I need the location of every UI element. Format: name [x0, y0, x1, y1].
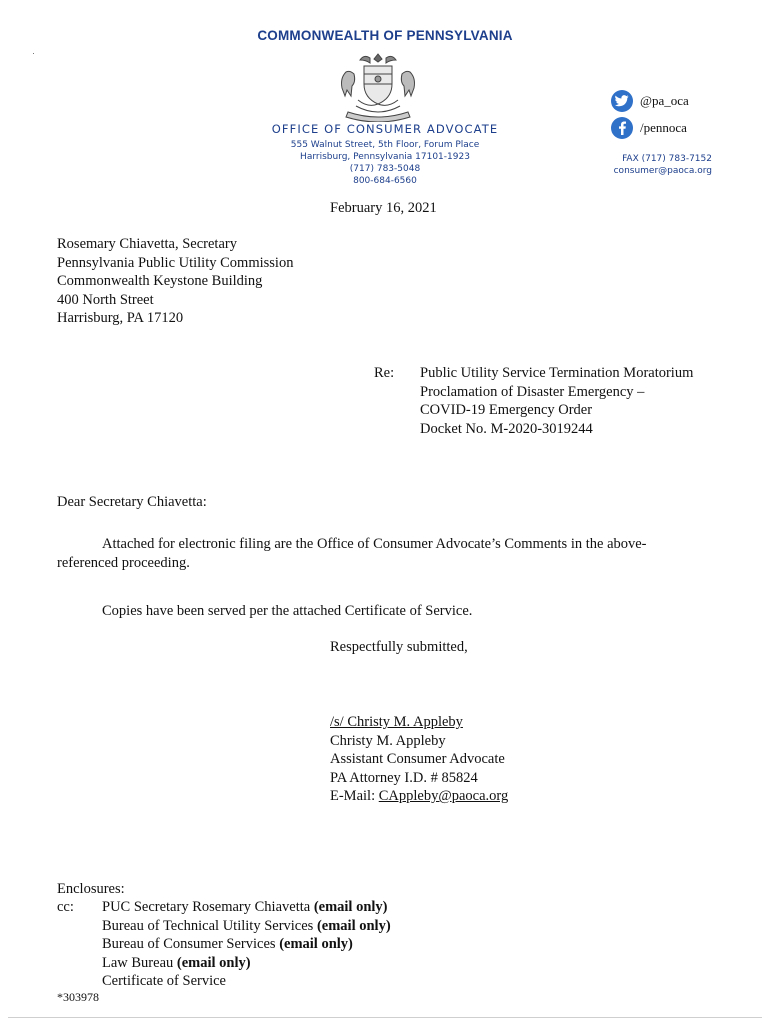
- paragraph-line: Attached for electronic filing are the Office of Consumer Advocate’s Comments in the above-: [102, 536, 647, 552]
- fax-email-block: [560, 153, 712, 177]
- letterhead-commonwealth: COMMONWEALTH OF PENNSYLVANIA: [257, 28, 513, 43]
- pennsylvania-seal-icon: [328, 50, 428, 122]
- facebook-f-icon: [611, 117, 633, 139]
- cc-item: [102, 972, 391, 991]
- cc-recipient: PUC Secretary Rosemary Chiavetta: [102, 899, 314, 915]
- re-subject: [420, 364, 693, 438]
- re-line: COVID-19 Emergency Order: [420, 402, 593, 418]
- signer-email-line: [330, 787, 508, 806]
- addressee-block: [57, 235, 293, 328]
- addressee-line: Pennsylvania Public Utility Commission: [57, 254, 294, 271]
- cc-note: (email only): [316, 917, 391, 934]
- attorney-id: PA Attorney I.D. # 85824: [330, 769, 478, 786]
- docket-number: Docket No. M-2020-3019244: [420, 420, 593, 437]
- address-line: 555 Walnut Street, 5th Floor, Forum Place: [290, 140, 480, 150]
- fax-number: FAX (717) 783-7152: [622, 154, 712, 164]
- scan-speck: [33, 53, 34, 54]
- cc-recipient: Bureau of Technical Utility Services: [102, 917, 317, 934]
- cc-label: cc:: [57, 899, 74, 915]
- re-line: Public Utility Service Termination Moratorium: [420, 365, 694, 381]
- paragraph-service: Copies have been served per the attached Certificate of Service.: [102, 603, 473, 619]
- facebook-handle: /pennoca: [640, 120, 687, 135]
- office-name: OFFICE OF CONSUMER ADVOCATE: [271, 122, 499, 136]
- phone-line: (717) 783-5048: [349, 164, 421, 174]
- facebook-link[interactable]: [611, 117, 687, 139]
- twitter-bird-icon: [611, 90, 633, 112]
- signer-title: Assistant Consumer Advocate: [330, 751, 505, 767]
- signer-email-link[interactable]: CAppleby@paoca.org: [378, 788, 509, 804]
- cc-recipient: Bureau of Consumer Services: [102, 936, 280, 952]
- re-label: Re:: [374, 365, 395, 381]
- office-email[interactable]: consumer@paoca.org: [613, 166, 712, 176]
- addressee-line: Rosemary Chiavetta, Secretary: [57, 236, 237, 252]
- cc-note: (email only): [176, 954, 251, 971]
- paragraph-filing: [57, 535, 677, 572]
- twitter-link[interactable]: [611, 90, 689, 112]
- cc-note: (email only): [313, 899, 388, 915]
- re-line: Proclamation of Disaster Emergency –: [420, 383, 645, 400]
- letter-date: February 16, 2021: [330, 200, 437, 216]
- cc-item: [102, 898, 391, 917]
- cc-list: [102, 898, 391, 991]
- cc-recipient: Certificate of Service: [102, 973, 226, 989]
- twitter-handle: @pa_oca: [640, 93, 689, 108]
- email-label: E-Mail:: [330, 788, 379, 804]
- closing: Respectfully submitted,: [330, 639, 468, 655]
- cc-item: [102, 917, 391, 936]
- electronic-signature: /s/ Christy M. Appleby: [330, 714, 463, 730]
- cc-note: (email only): [279, 936, 353, 952]
- addressee-line: 400 North Street: [57, 291, 154, 308]
- page-bottom-rule: [8, 1017, 762, 1018]
- document-number: *303978: [57, 990, 99, 1004]
- addressee-line: Commonwealth Keystone Building: [57, 273, 263, 289]
- addressee-line: Harrisburg, PA 17120: [57, 310, 184, 326]
- address-line: Harrisburg, Pennsylvania 17101-1923: [300, 152, 470, 162]
- phone-line: 800-684-6560: [353, 176, 417, 186]
- signer-name: Christy M. Appleby: [330, 732, 446, 749]
- paragraph-line: referenced proceeding.: [57, 554, 190, 571]
- cc-recipient: Law Bureau: [102, 954, 177, 971]
- salutation: Dear Secretary Chiavetta:: [57, 494, 207, 510]
- signature-block: [330, 713, 508, 806]
- cc-item: [102, 935, 391, 954]
- cc-item: [102, 954, 391, 973]
- enclosures-label: Enclosures:: [57, 881, 125, 897]
